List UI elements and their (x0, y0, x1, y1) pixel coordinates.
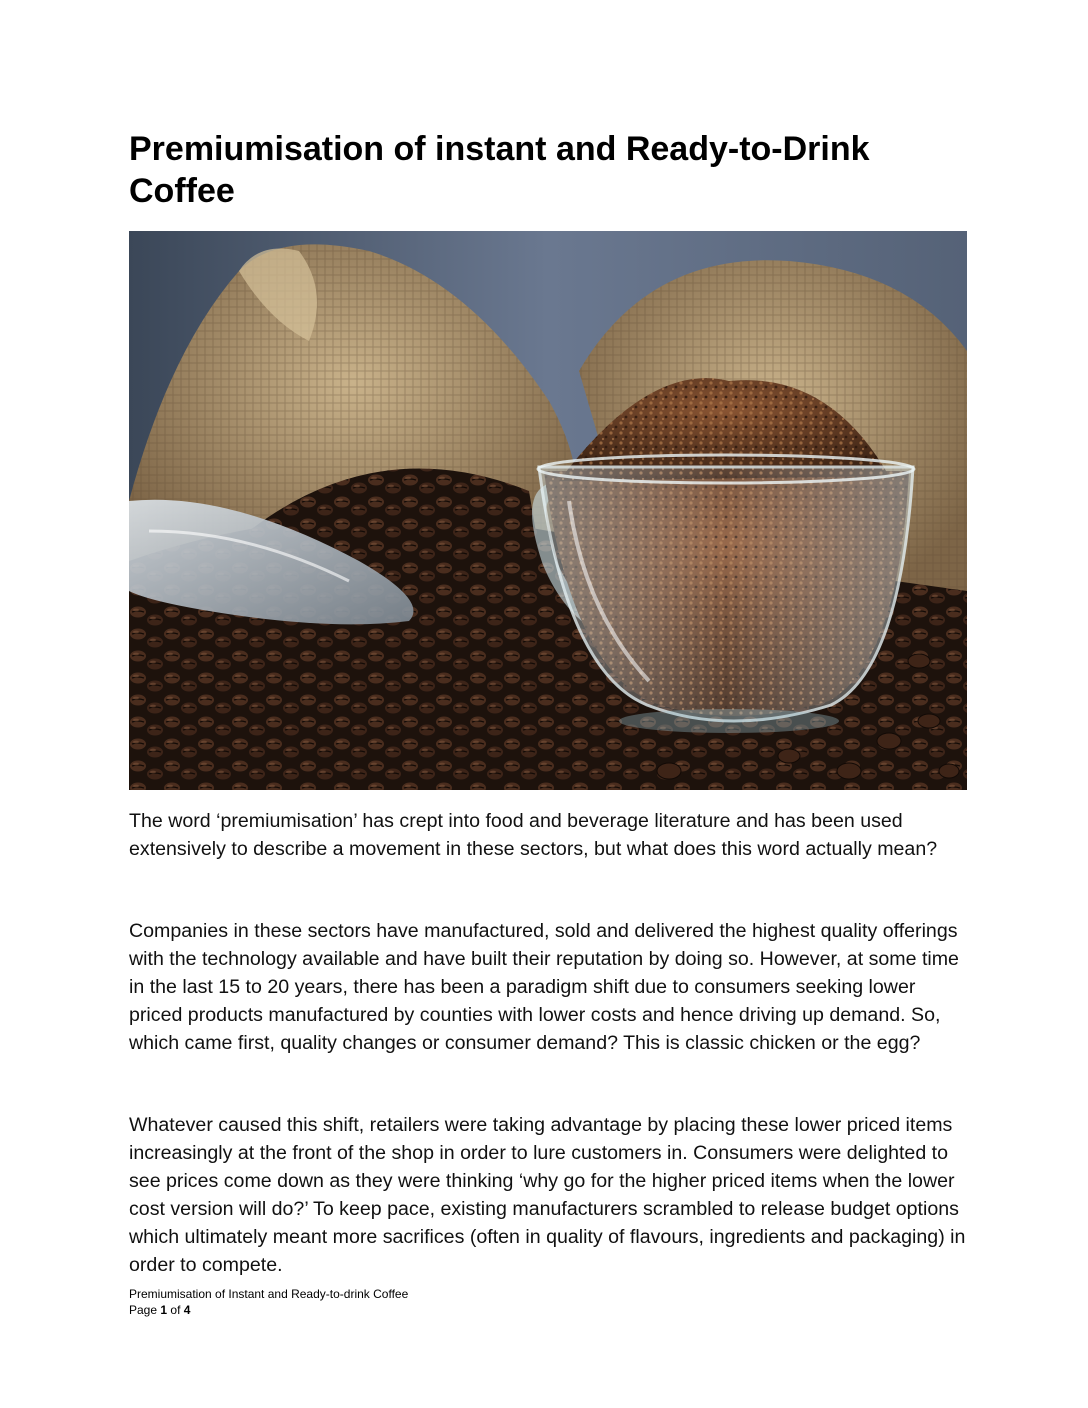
paragraph-companies: Companies in these sectors have manufactured, sold and delivered the highest quality offerings with the technology available and have built their reputation by doing so. However, at some time in the last 15 to 20 years, there has been a paradigm shift due to consumers seeking lower priced products manufactured by counties with lower costs and hence driving up demand. So, which came first, quality changes or consumer demand? This is classic chicken or the egg? (129, 920, 959, 1054)
document-title: Premiumisation of instant and Ready-to-Drink Coffee (129, 130, 870, 210)
footer-page-of: of (170, 1303, 181, 1317)
page-footer (129, 1286, 408, 1318)
footer-page-number (129, 1302, 408, 1318)
coffee-hero-image (129, 231, 967, 790)
paragraph-intro: The word ‘premiumisation’ has crept into food and beverage literature and has been used extensively to describe a movement in these sectors, but what does this word actually mean? (129, 810, 938, 860)
paragraph-retailers: Whatever caused this shift, retailers were taking advantage by placing these lower priced items increasingly at the front of the shop in order to lure customers in. Consumers were delighted to see prices come down as they were thinking ‘why go for the higher priced items when the lower cost version will do?’ To keep pace, existing manufacturers scrambled to release budget options which ultimately meant more sacrifices (often in quality of flavours, ingredients and packaging) in order to compete. (129, 1114, 966, 1276)
footer-page-prefix: Page (129, 1303, 158, 1317)
footer-doc-title: Premiumisation of Instant and Ready-to-drink Coffee (129, 1287, 409, 1301)
footer-page-current: 1 (160, 1303, 168, 1317)
footer-page-total: 4 (183, 1303, 191, 1317)
